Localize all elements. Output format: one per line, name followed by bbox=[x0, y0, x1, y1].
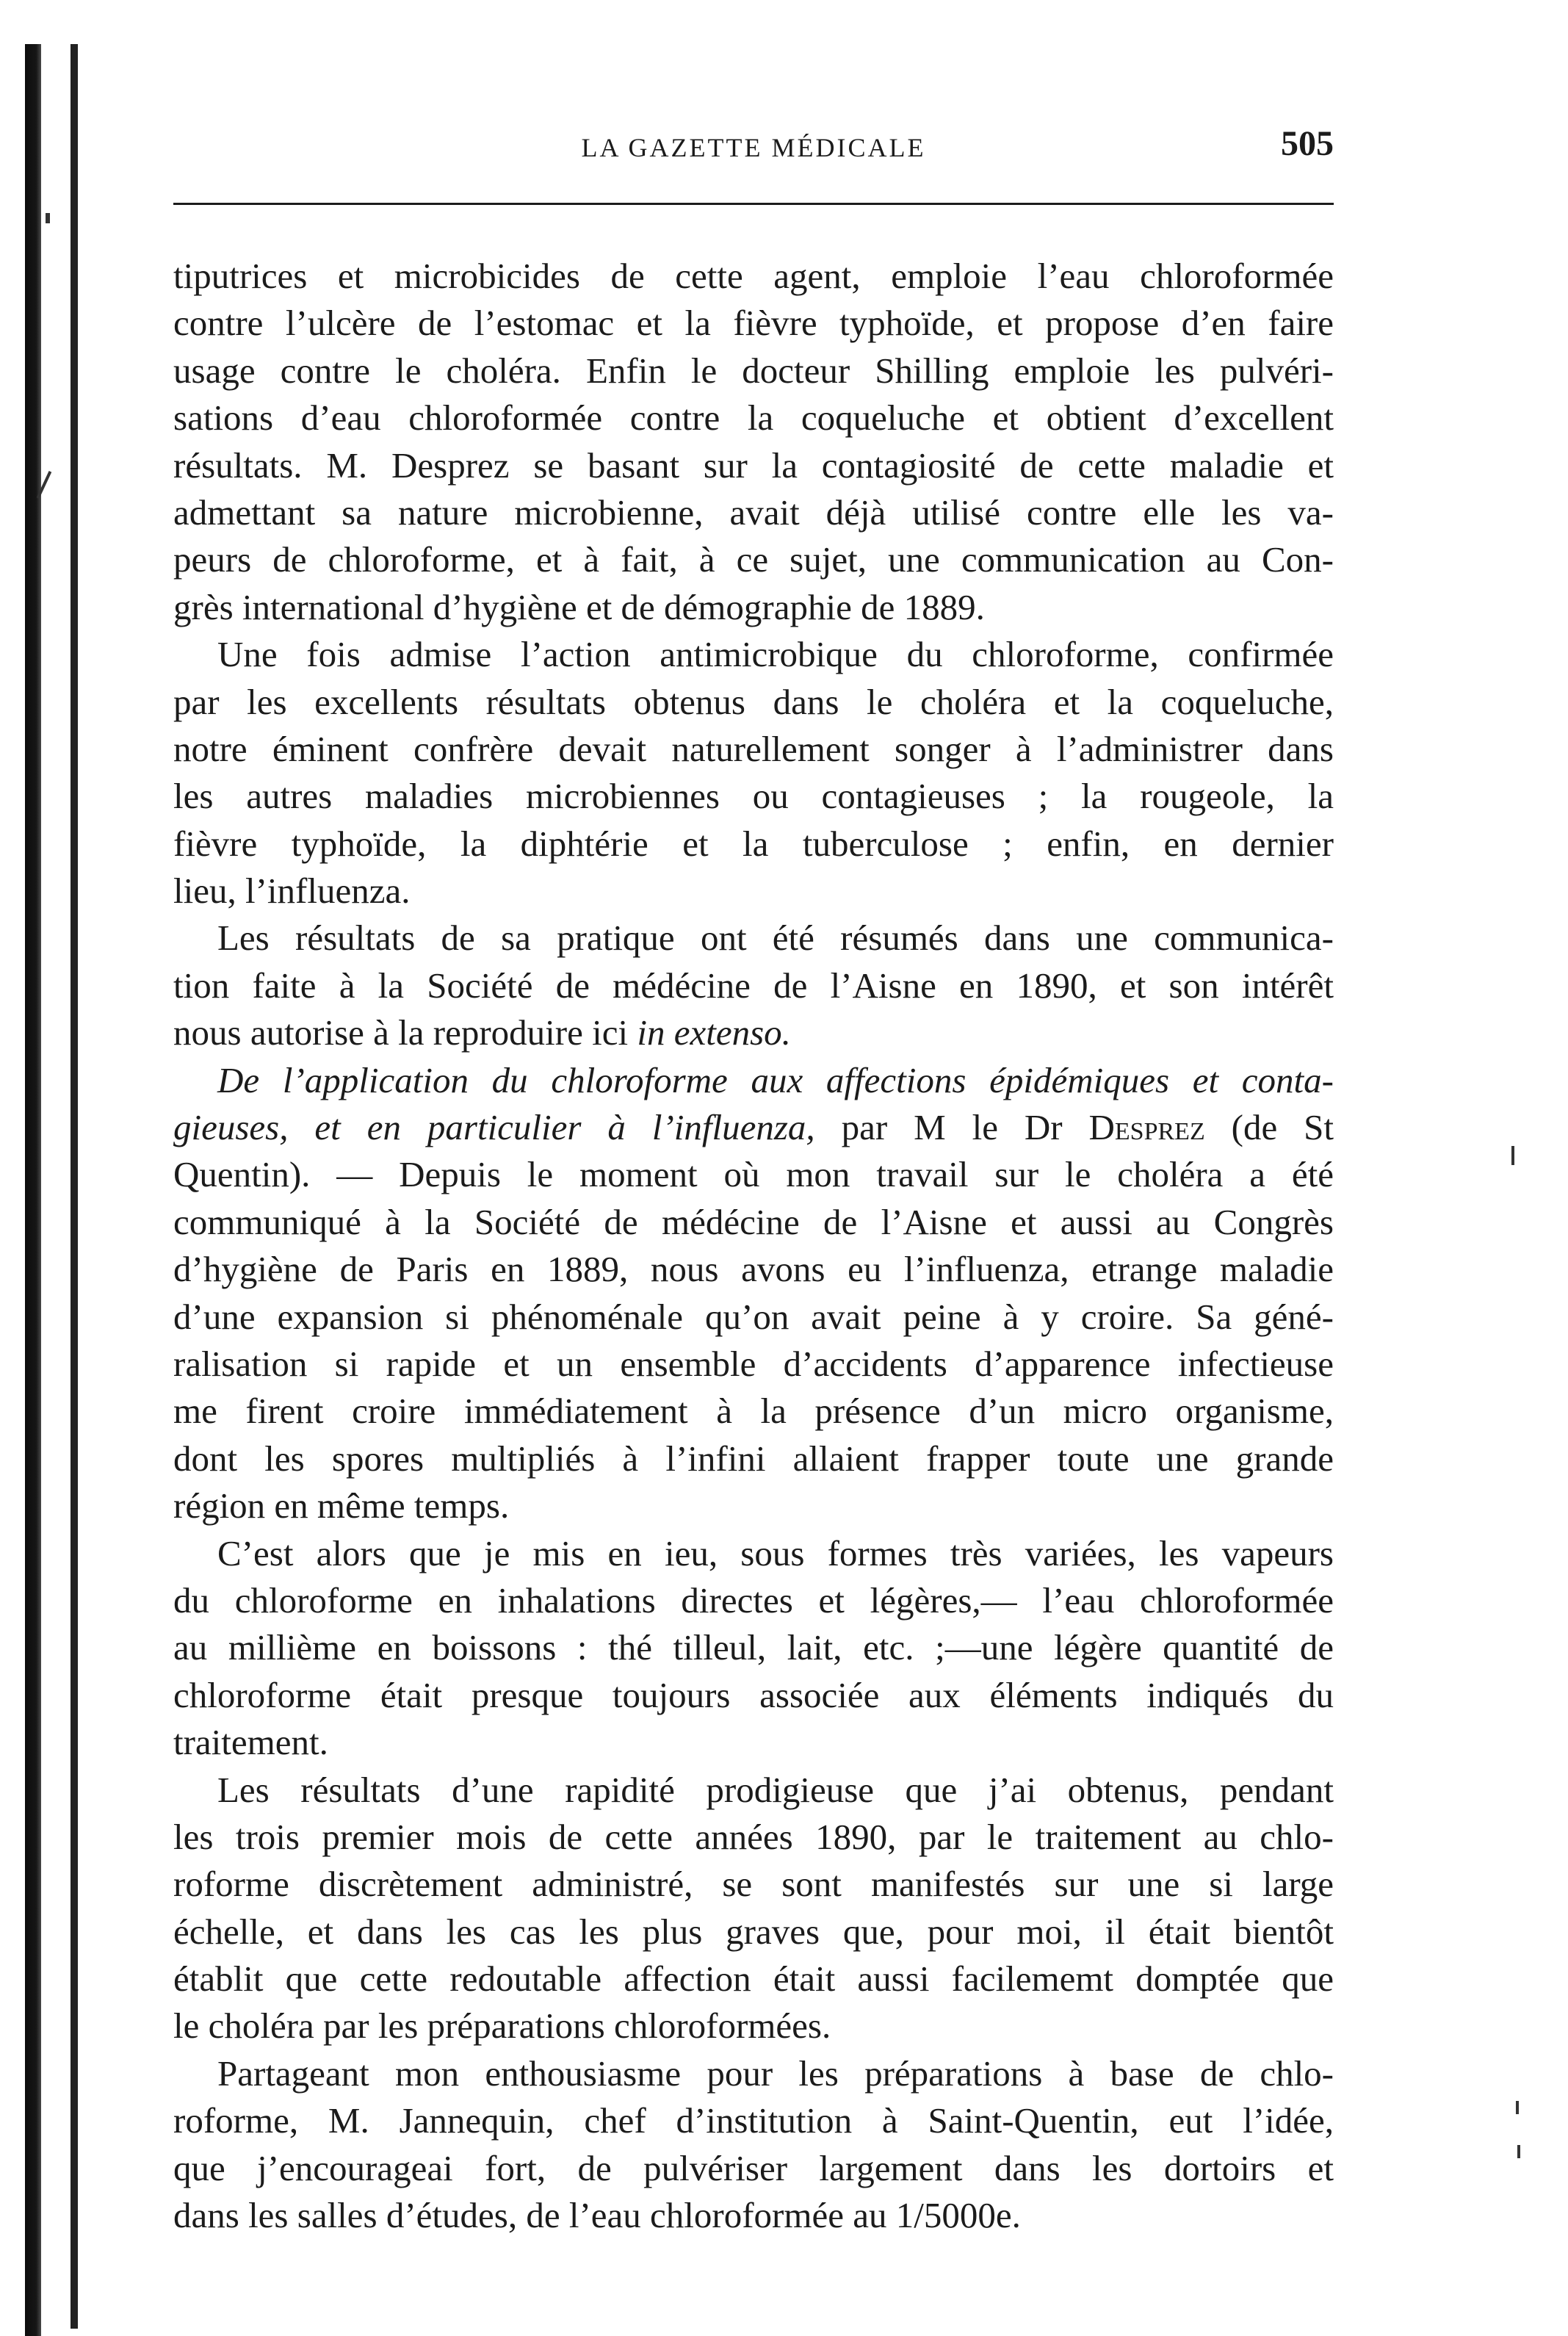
article-body bbox=[173, 253, 1334, 2239]
text-line: au millième en boissons : thé tilleul, lait, etc. ;—une légère quantité de bbox=[173, 1627, 1334, 1668]
text-line: chloroforme était presque toujours associée aux éléments indiqués du bbox=[173, 1674, 1334, 1715]
text-line: dont les spores multipliés à l’infini allaient frapper toute une grande bbox=[173, 1438, 1334, 1479]
text-line: communiqué à la Société de médécine de l’Aisne et aussi au Congrès bbox=[173, 1201, 1334, 1242]
text-line: Les résultats d’une rapidité prodigieuse que j’ai obtenus, pendant bbox=[217, 1769, 1334, 1810]
article-title-fragment: gieuses, et en particulier à l’influenza, bbox=[173, 1107, 815, 1148]
text-line: résultats. M. Desprez se basant sur la contagiosité de cette maladie et bbox=[173, 444, 1334, 486]
text-line: Quentin). — Depuis le moment où mon travail sur le choléra a été bbox=[173, 1154, 1334, 1195]
paragraph bbox=[173, 253, 1334, 631]
text-line: les autres maladies microbiennes ou contagieuses ; la rougeole, la bbox=[173, 776, 1334, 817]
text-line: roforme, M. Jannequin, chef d’institution à Saint-Quentin, eut l’idée, bbox=[173, 2100, 1334, 2141]
paragraph bbox=[173, 915, 1334, 1056]
paragraph bbox=[173, 1530, 1334, 1767]
text-line: peurs de chloroforme, et à fait, à ce sujet, une communication au Con- bbox=[173, 539, 1334, 580]
text-line: tion faite à la Société de médécine de l’Aisne en 1890, et son intérêt bbox=[173, 965, 1334, 1006]
article-title-line: De l’application du chloroforme aux affections épidémiques et conta- bbox=[217, 1059, 1334, 1100]
page-header bbox=[173, 110, 1334, 176]
text-line: le choléra par les préparations chloroformées. bbox=[173, 2005, 831, 2047]
article-title-line bbox=[173, 1104, 1334, 1151]
text-line: usage contre le choléra. Enfin le docteur Shilling emploie les pulvéri- bbox=[173, 350, 1334, 391]
text-line: fièvre typhoïde, la diphtérie et la tuberculose ; enfin, en dernier bbox=[173, 823, 1334, 864]
text-line: que j’encourageai fort, de pulvériser largement dans les dortoirs et bbox=[173, 2147, 1334, 2188]
text-line bbox=[173, 1009, 1334, 1056]
text-line: Les résultats de sa pratique ont été résumés dans une communica- bbox=[217, 918, 1334, 959]
paragraph bbox=[173, 631, 1334, 915]
text-line: par les excellents résultats obtenus dans le choléra et la coqueluche, bbox=[173, 681, 1334, 722]
text-line: admettant sa nature microbienne, avait déjà utilisé contre elle les va- bbox=[173, 491, 1334, 533]
text-line: me firent croire immédiatement à la présence d’un micro organisme, bbox=[173, 1391, 1334, 1432]
binding-shadow bbox=[25, 44, 41, 2336]
paragraph bbox=[173, 1057, 1334, 1530]
text-line: d’une expansion si phénoménale qu’on avait peine à y croire. Sa géné- bbox=[173, 1296, 1334, 1337]
page bbox=[173, 110, 1334, 2236]
author-place: (de St bbox=[1231, 1107, 1334, 1148]
binding-shadow-inner bbox=[71, 44, 78, 2329]
author-name: Desprez bbox=[1088, 1107, 1205, 1148]
margin-speck bbox=[1511, 1146, 1514, 1165]
text-line: C’est alors que je mis en ieu, sous formes très variées, les vapeurs bbox=[217, 1532, 1334, 1573]
margin-speck bbox=[46, 213, 50, 223]
text-line: échelle, et dans les cas les plus graves que, pour moi, il était bientôt bbox=[173, 1911, 1334, 1952]
text-line: Partageant mon enthousiasme pour les préparations à base de chlo- bbox=[217, 2052, 1334, 2094]
text-line: lieu, l’influenza. bbox=[173, 870, 411, 912]
text-line: du chloroforme en inhalations directes et légères,— l’eau chloroformée bbox=[173, 1579, 1334, 1621]
text-line: roforme discrètement administré, se sont manifestés sur une si large bbox=[173, 1864, 1334, 1905]
paragraph bbox=[173, 2050, 1334, 2240]
text-line: dans les salles d’études, de l’eau chloroformée au 1/5000e. bbox=[173, 2195, 1021, 2236]
byline-prefix: par M le Dr bbox=[841, 1107, 1063, 1148]
text-line: région en même temps. bbox=[173, 1485, 510, 1526]
text-line: grès international d’hygiène et de démographie de 1889. bbox=[173, 586, 985, 627]
text-line: d’hygiène de Paris en 1889, nous avons eu l’influenza, etrange maladie bbox=[173, 1249, 1334, 1290]
text-line: Une fois admise l’action antimicrobique du chloroforme, confirmée bbox=[217, 634, 1334, 675]
page-number: 505 bbox=[1281, 124, 1334, 163]
italic-phrase: in extenso. bbox=[637, 1012, 791, 1053]
margin-speck bbox=[1517, 2145, 1520, 2158]
text-line: sations d’eau chloroformée contre la coqueluche et obtient d’excellent bbox=[173, 397, 1334, 439]
text-line: ralisation si rapide et un ensemble d’accidents d’apparence infectieuse bbox=[173, 1343, 1334, 1384]
margin-speck bbox=[1516, 2101, 1519, 2114]
text-line: les trois premier mois de cette années 1890, par le traitement au chlo- bbox=[173, 1816, 1334, 1857]
text-line: traitement. bbox=[173, 1722, 328, 1763]
running-head: LA GAZETTE MÉDICALE bbox=[581, 133, 926, 162]
text-line: établit que cette redoutable affection était aussi facilememt domptée que bbox=[173, 1958, 1334, 2000]
text-fragment: nous autorise à la reproduire ici bbox=[173, 1012, 629, 1053]
text-line: tiputrices et microbicides de cette agent, emploie l’eau chloroformée bbox=[173, 256, 1334, 296]
text-line: contre l’ulcère de l’estomac et la fièvre typhoïde, et propose d’en faire bbox=[173, 303, 1334, 344]
paragraph bbox=[173, 1767, 1334, 2050]
header-rule bbox=[173, 203, 1334, 205]
text-line: notre éminent confrère devait naturellement songer à l’administrer dans bbox=[173, 728, 1334, 769]
